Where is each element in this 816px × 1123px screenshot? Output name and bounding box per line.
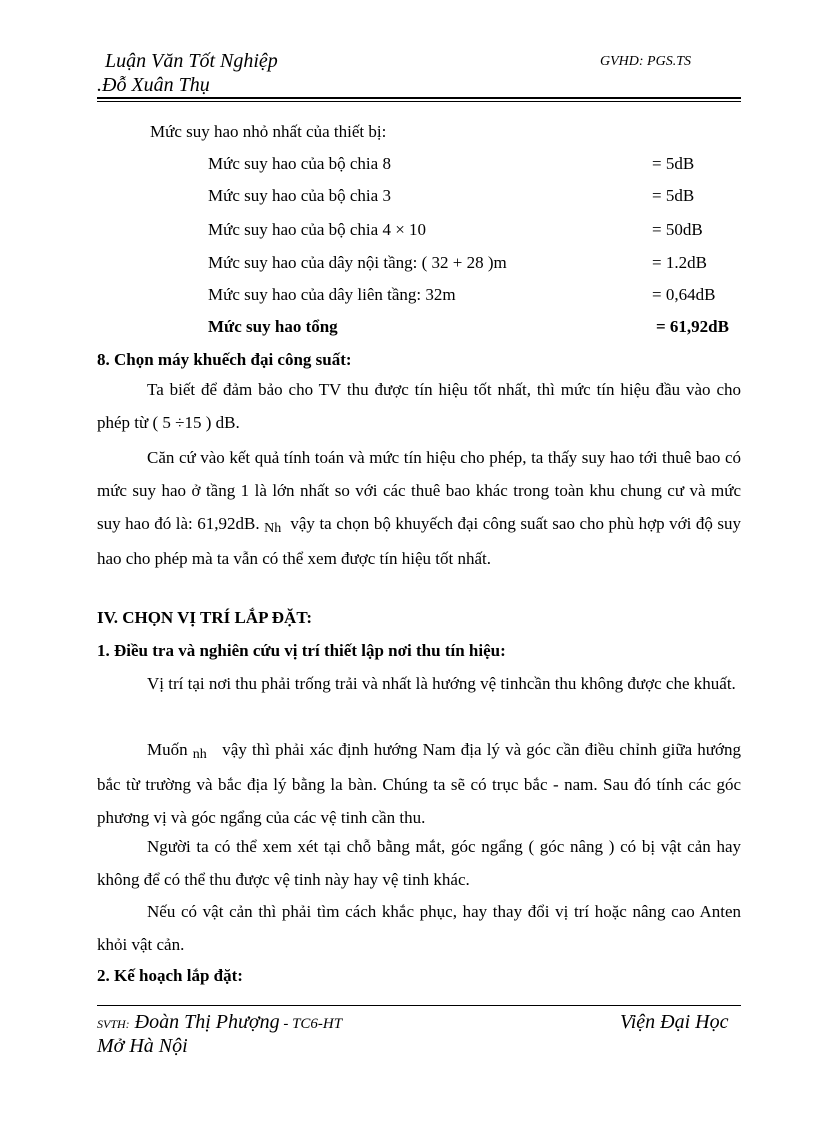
section-8-paragraph-1: Ta biết để đảm bảo cho TV thu được tín hiệu tốt nhất, thì mức tín hiệu đầu vào cho phép từ ( 5 ÷15 ) dB. <box>97 380 741 432</box>
section-iv-heading: IV. CHỌN VỊ TRÍ LẮP ĐẶT: <box>97 608 313 627</box>
author-name: .Đỗ Xuân Thụ <box>97 74 210 96</box>
attenuation-value: = 50dB <box>652 220 703 239</box>
attenuation-label: Mức suy hao của bộ chia 8 <box>208 154 391 173</box>
subsection-1-heading: 1. Điều tra và nghiên cứu vị trí thiết lập nơi thu tín hiệu: <box>97 641 506 660</box>
footer-student <box>97 1011 342 1034</box>
attenuation-label: Mức suy hao của bộ chia 3 <box>208 186 391 205</box>
paragraph-text: vậy thì phải xác định hướng Nam địa lý và góc cần điều chỉnh giữa hướng bắc từ trường và bắc địa lý bằng la bàn. Chúng ta sẽ có trục bắc - nam. Sau đó tính các góc phương vị và góc ngẩng của các vệ tinh cần thu. <box>97 740 741 827</box>
thesis-title: Luận Văn Tốt Nghiệp <box>105 50 278 72</box>
attenuation-row <box>208 154 741 174</box>
attenuation-intro: Mức suy hao nhỏ nhất của thiết bị: <box>150 122 387 141</box>
advisor-label: GVHD: PGS.TS <box>600 54 691 69</box>
header-rule-thin <box>97 101 741 102</box>
footer-institute: Viện Đại Học <box>620 1011 729 1033</box>
section-iv-paragraph-2 <box>97 733 741 834</box>
svth-label: SVTH: <box>97 1017 130 1031</box>
attenuation-value: = 5dB <box>652 154 695 173</box>
section-8-paragraph-2 <box>97 441 741 575</box>
attenuation-row <box>208 285 741 305</box>
attenuation-value: = 1.2dB <box>652 253 707 272</box>
class-code: - TC6-HT <box>279 1016 343 1032</box>
footer-rule <box>97 1005 741 1006</box>
header-rule-thick <box>97 97 741 99</box>
section-iv-paragraph-1: Vị trí tại nơi thu phải trống trải và nhất là hướng vệ tinhcần thu không được che khuất. <box>147 674 736 693</box>
attenuation-value: = 0,64dB <box>652 285 716 304</box>
abbrev-nh: nh <box>192 747 207 762</box>
subsection-2-heading: 2. Kế hoạch lắp đặt: <box>97 966 243 985</box>
attenuation-label: Mức suy hao của dây nội tầng: ( 32 + 28 )m <box>208 253 507 272</box>
attenuation-row <box>208 253 741 273</box>
section-8-heading: 8. Chọn máy khuếch đại công suất: <box>97 350 352 369</box>
attenuation-row <box>208 186 741 206</box>
paragraph-text: Muốn <box>147 740 188 759</box>
section-iv-paragraph-3: Người ta có thể xem xét tại chỗ bằng mắt, góc ngẩng ( góc nâng ) có bị vật cản hay không để có thể thu được vệ tinh này hay vệ tinh khác. <box>97 837 741 889</box>
paragraph-text: vậy ta chọn bộ khuyếch đại công suất sao cho phù hợp với độ suy hao cho phép mà ta vẫn có thể xem được tín hiệu tốt nhất. <box>97 514 742 568</box>
attenuation-label: Mức suy hao của dây liên tầng: 32m <box>208 285 456 304</box>
section-iv-paragraph-4: Nếu có vật cản thì phải tìm cách khắc phục, hay thay đổi vị trí hoặc nâng cao Anten khỏi vật cản. <box>97 902 741 954</box>
attenuation-total-label: Mức suy hao tổng <box>208 317 338 336</box>
abbrev-nh: Nh <box>264 521 282 536</box>
paragraph-text: Căn cứ vào kết quả tính toán và mức tín hiệu cho phép, ta thấy suy hao tới thuê bao có mức suy hao ở tầng 1 là lớn nhất so với các thuê bao khác trong toàn khu chung cư và mức suy hao đó là: 61,92dB. <box>97 448 741 533</box>
student-name: Đoàn Thị Phượng <box>134 1011 280 1033</box>
footer-institute-line2: Mở Hà Nội <box>97 1035 188 1057</box>
attenuation-label: Mức suy hao của bộ chia 4 × 10 <box>208 220 427 239</box>
attenuation-row <box>208 220 741 240</box>
attenuation-value: = 5dB <box>652 186 695 205</box>
attenuation-total-row <box>208 317 741 337</box>
attenuation-total-value: = 61,92dB <box>656 317 729 336</box>
